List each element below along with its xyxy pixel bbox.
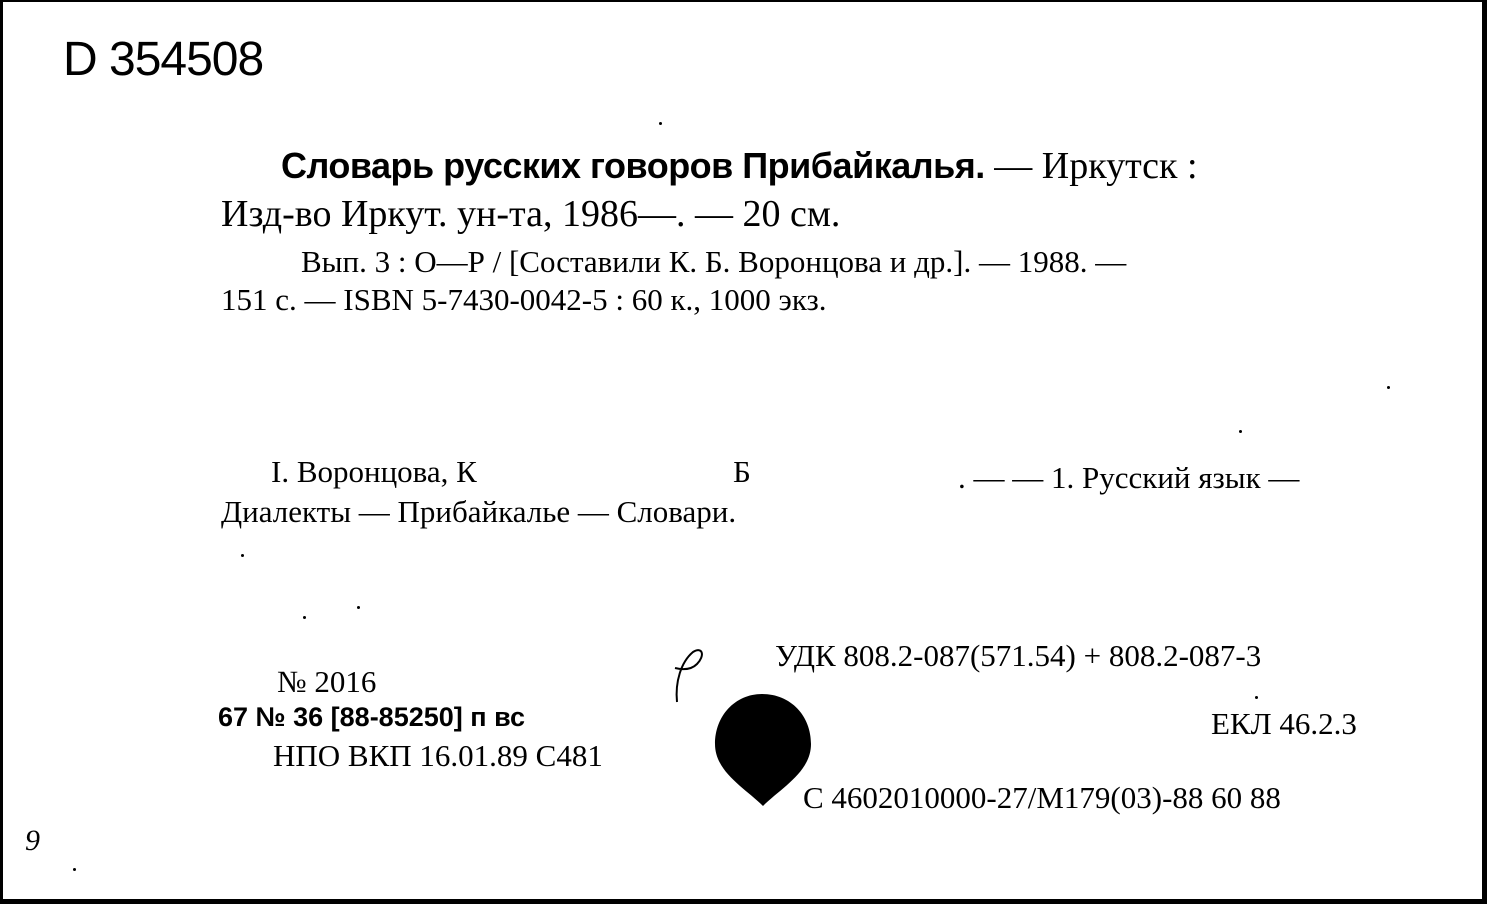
volume-line-1: Вып. 3 : О—Р / [Составили К. Б. Воронцова и др.]. — 1988. — — [301, 244, 1127, 279]
speck — [73, 868, 76, 871]
handwritten-note: 9 — [25, 824, 40, 857]
handwritten-mark — [663, 642, 713, 706]
catalog-code: С 4602010000-27/М179(03)-88 60 88 — [803, 780, 1281, 815]
tracing-subject-continued: Диалекты — Прибайкалье — Словари. — [221, 494, 737, 529]
printer-info: НПО ВКП 16.01.89 С481 — [273, 738, 603, 773]
volume-line-2: 151 с. — ISBN 5-7430-0042-5 : 60 к., 1000 экз. — [221, 282, 827, 317]
title-line-1 — [281, 144, 1198, 188]
speck — [659, 122, 662, 125]
tracing-initial: Б — [733, 454, 751, 489]
punched-hole — [711, 692, 813, 812]
title-publisher-place: — Иркутск : — [984, 145, 1198, 187]
card-number: № 2016 — [277, 664, 377, 699]
speck — [1387, 386, 1390, 389]
udc-code: УДК 808.2-087(571.54) + 808.2-087-3 — [775, 638, 1262, 673]
title-main: Словарь русских говоров Прибайкалья. — [281, 145, 985, 186]
speck — [1239, 430, 1242, 433]
speck — [1255, 696, 1258, 699]
speck — [241, 554, 244, 557]
ekl-code: ЕКЛ 46.2.3 — [1211, 706, 1357, 741]
speck — [303, 616, 306, 619]
call-number: D 354508 — [63, 33, 264, 86]
speck — [357, 606, 360, 609]
tracing-subject: . — — 1. Русский язык — — [958, 460, 1300, 495]
title-line-2: Изд-во Иркут. ун-та, 1986—. — 20 см. — [221, 193, 841, 235]
tracing-author: I. Воронцова, К — [271, 454, 477, 489]
order-number: 67 № 36 [88-85250] п вс — [218, 702, 526, 732]
